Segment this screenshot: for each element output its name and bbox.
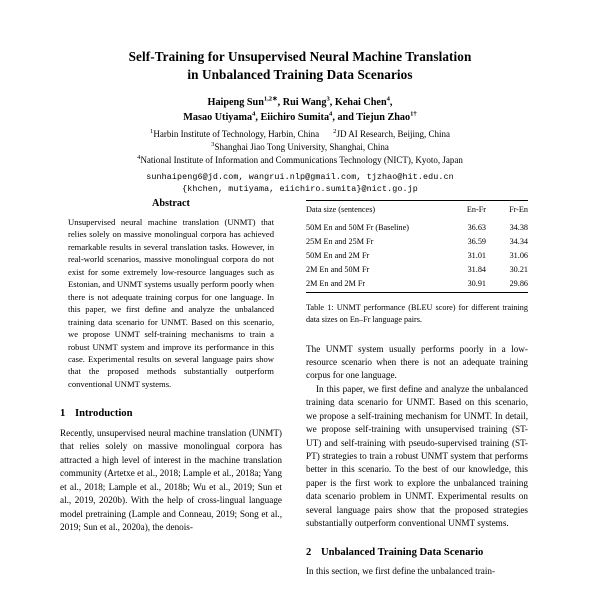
table-cell-en-fr: 31.01 <box>467 250 486 260</box>
table-cell-label: 50M En and 2M Fr <box>306 250 370 260</box>
table-cell-label: 2M En and 50M Fr <box>306 264 370 274</box>
section-number-1: 1 <box>60 408 66 420</box>
author-line-2 <box>60 111 540 125</box>
table-col-header-en-fr: En-Fr <box>444 201 486 219</box>
table-cell-label: 25M En and 25M Fr <box>306 236 374 246</box>
email-line-2: {khchen, mutiyama, eiichiro.sumita}@nict.go.jp <box>182 184 418 195</box>
author-kehai-chen-affil-marker: 4 <box>386 95 390 103</box>
table-header-row <box>306 201 528 219</box>
table-cell-en-fr: 36.59 <box>467 236 486 246</box>
author-rui-wang-affil-marker: 3 <box>326 95 330 103</box>
section-2-paragraph-1: In this section, we first define the unbalanced train- <box>306 566 496 577</box>
affiliation-4-text: National Institute of Information and Communications Technology (NICT), Kyoto, Japan <box>140 155 463 166</box>
section-2 <box>306 547 528 579</box>
author-haipeng-sun: Haipeng Sun <box>207 97 264 109</box>
table-cell-fr-en: 30.21 <box>509 264 528 274</box>
affiliation-list <box>60 128 540 168</box>
table-1 <box>306 200 528 326</box>
left-column <box>60 198 282 600</box>
paper-title-line-1: Self-Training for Unsupervised Neural Machine Translation <box>128 49 472 64</box>
section-heading-introduction <box>60 408 282 421</box>
author-haipeng-sun-affil-marker: 1,2∗ <box>263 95 278 103</box>
affiliation-1 <box>150 129 319 139</box>
table-cell-fr-en: 34.38 <box>509 222 528 232</box>
introduction-paragraph-1: Recently, unsupervised neural machine translation (UNMT) that relies solely on massive monolingual corpora has attracted a high level of interest in the machine translation community (Artetxe et al., 2018; Lample et al., 2018a; Yang et al., 2018; Lample et al., 2018b; Wu et al., 2019; Sun et al., 2019, 2020b). With the help of cross-lingual language model pretraining (Lample and Conneau, 2019; Song et al., 2019; Sun et al., 2020a), the denois- <box>60 428 282 532</box>
affiliation-row-3 <box>60 154 540 167</box>
table-row <box>306 234 528 248</box>
table-cell-en-fr: 30.91 <box>444 277 486 293</box>
author-masao-utiyama-affil-marker: 4 <box>252 110 256 118</box>
affiliation-3-text: Shanghai Jiao Tong University, Shanghai, China <box>214 141 389 152</box>
author-tiejun-zhao: , and Tiejun Zhao <box>332 111 411 123</box>
table-cell-label: 50M En and 50M Fr (Baseline) <box>306 222 410 232</box>
affiliation-row-2 <box>60 141 540 154</box>
author-rui-wang: , Rui Wang <box>277 97 327 109</box>
author-list <box>60 96 540 125</box>
affiliation-2-text: JD AI Research, Beijing, China <box>336 128 450 139</box>
table-cell-fr-en: 31.06 <box>509 250 528 260</box>
table-1-caption: Table 1: UNMT performance (BLEU score) for different training data sizes on En–Fr language pairs. <box>306 303 528 324</box>
author-eiichiro-sumita: , Eiichiro Sumita <box>255 111 330 123</box>
affiliation-2 <box>333 129 450 139</box>
affiliation-row-1 <box>60 128 540 141</box>
author-eiichiro-sumita-affil-marker: 4 <box>329 110 333 118</box>
table-cell-label: 2M En and 2M Fr <box>306 277 444 293</box>
table-col-header-data-size: Data size (sentences) <box>306 201 444 219</box>
affiliation-1-marker: 1 <box>150 127 154 135</box>
abstract-body: Unsupervised neural machine translation (UNMT) that relies solely on massive monolingual corpora has achieved remarkable results in several translation tasks. However, in real-world scenarios, massive monolingual corpora do not exist for some extremely low-resource languages such as Estonian, and UNMT systems usually perform poorly when there is not adequate training corpus for one language. In this paper, we first define and analyze the unbalanced training data scenario for UNMT. Based on this scenario, we propose UNMT self-training mechanisms to train a robust UNMT system and improve its performance in this case. Experimental results on several language pairs show that the proposed methods substantially outperform conventional UNMT systems. <box>68 217 274 389</box>
introduction-section <box>60 408 282 534</box>
right-column-paragraph-2: In this paper, we first define and analyze the unbalanced training data scenario for UNMT. Based on this scenario, we propose a self-training mechanism for UNMT. In detail, we propose self-training with unsupervised training (ST-UT) and self-training with pseudo-supervised training (ST-PT) strategies to train a robust UNMT system that performs better in this scenario. To the best of our knowledge, this paper is the first work to explore the unbalanced training data scenario problem in UNMT. Experimental results on several language pairs show that the proposed strategies substantially outperform conventional UNMT systems. <box>306 383 528 529</box>
table-row <box>306 219 528 235</box>
author-line-1 <box>60 96 540 110</box>
right-column <box>306 198 528 600</box>
author-kehai-chen: , Kehai Chen <box>329 97 387 109</box>
section-title-introduction: Introduction <box>75 408 133 420</box>
email-block <box>60 171 540 196</box>
table-cell-en-fr: 31.84 <box>467 264 486 274</box>
table-1-head <box>306 201 528 219</box>
author-line-1-sep: , <box>389 97 393 109</box>
two-column-body <box>0 198 600 600</box>
affiliation-4-marker: 4 <box>137 154 141 162</box>
email-line-1: sunhaipeng6@jd.com, wangrui.nlp@gmail.com, tjzhao@hit.edu.cn <box>146 171 454 182</box>
paper-title-line-2: in Unbalanced Training Data Scenarios <box>187 66 413 82</box>
affiliation-3-marker: 3 <box>211 140 215 148</box>
table-row <box>306 277 528 293</box>
title-block <box>0 0 600 196</box>
affiliation-2-marker: 2 <box>333 127 337 135</box>
table-row <box>306 263 528 277</box>
table-cell-en-fr: 36.63 <box>467 222 486 232</box>
table-1-body <box>306 219 528 293</box>
abstract-heading: Abstract <box>152 198 190 209</box>
section-number-2: 2 <box>306 546 312 558</box>
table-cell-fr-en: 29.86 <box>486 277 528 293</box>
author-masao-utiyama: Masao Utiyama <box>183 111 253 123</box>
table-col-header-fr-en: Fr-En <box>486 201 528 219</box>
page-title <box>60 48 540 83</box>
section-title-2: Unbalanced Training Data Scenario <box>321 546 484 558</box>
section-heading-unbalanced-training-data-scenario <box>306 547 528 560</box>
table-row <box>306 248 528 262</box>
author-tiejun-zhao-affil-marker: 1† <box>410 110 417 118</box>
affiliation-1-text: Harbin Institute of Technology, Harbin, China <box>153 128 320 139</box>
table-1-grid <box>306 200 528 293</box>
table-cell-fr-en: 34.34 <box>509 236 528 246</box>
right-column-paragraph-1: The UNMT system usually performs poorly in a low-resource scenario when there is not an adequate training corpus for one language. <box>306 343 528 381</box>
